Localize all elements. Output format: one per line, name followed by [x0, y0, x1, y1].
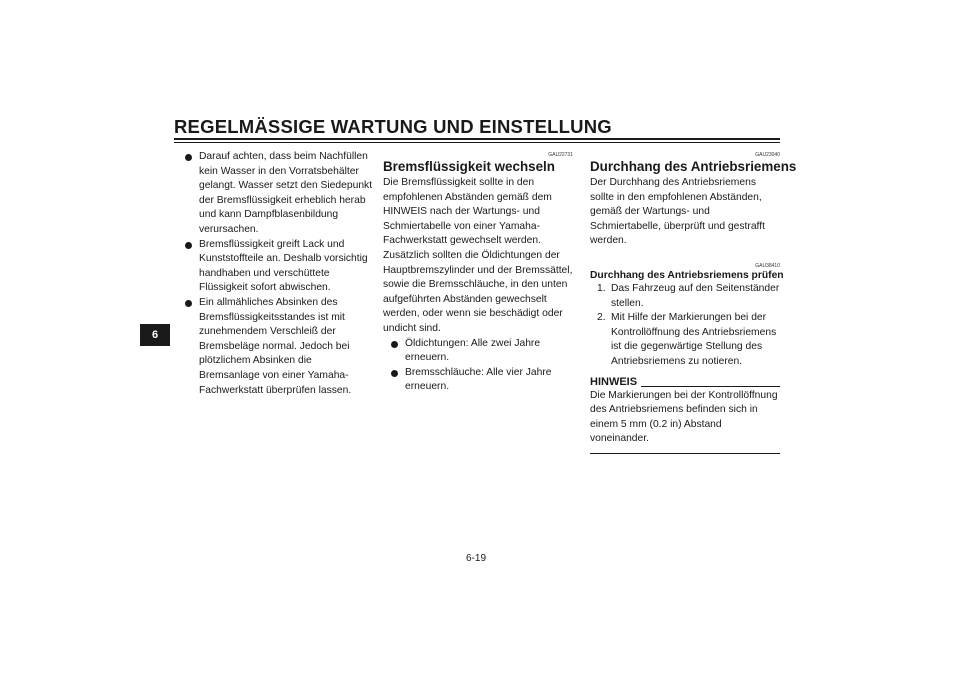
list-item	[185, 296, 375, 398]
step-list	[590, 282, 780, 370]
note-rule	[641, 386, 780, 387]
bullet-icon	[185, 300, 192, 307]
bullet-icon	[391, 341, 398, 348]
bullet-text: Bremsschläuche: Alle vier Jahre erneuern.	[405, 366, 552, 393]
chapter-tab	[140, 324, 170, 346]
list-item	[185, 238, 375, 296]
chapter-number: 6	[151, 329, 159, 341]
step-number: 2.	[597, 312, 606, 324]
bullet-text: Öldichtungen: Alle zwei Jahre erneuern.	[405, 337, 541, 364]
column-1	[185, 150, 375, 398]
bullet-text: Bremsflüssigkeit greift Lack und Kunststoffteile an. Deshalb vorsichtig handhaben und verschüttete Flüssigkeit sofort abwischen.	[199, 238, 368, 294]
page-number: 6-19	[466, 553, 487, 564]
section-body: Der Durchhang des Antriebsriemens sollte in den empfohlenen Abständen, gemäß der Wartungs- und Schmiertabelle, überprüft und gestrafft werden.	[590, 177, 765, 247]
spacer	[590, 249, 780, 263]
bullet-text: Darauf achten, dass beim Nachfüllen kein Wasser in den Vorratsbehälter gelangt. Wasser setzt den Siedepunkt der Bremsflüssigkeit erheblich herab und kann Dampfblasenbildung verursachen.	[199, 151, 373, 235]
title-rule-thin	[174, 142, 780, 143]
note-header	[590, 376, 780, 389]
step-text: Mit Hilfe der Markierungen bei der Kontrollöffnung des Antriebsriemens ist die gegenwärtige Stellung des Antriebsriemens zu notieren.	[611, 312, 777, 367]
bullet-icon	[185, 154, 192, 161]
note-end-rule	[590, 453, 780, 454]
warning-bullet-list	[185, 150, 375, 398]
step-text: Das Fahrzeug auf den Seitenständer stellen.	[611, 282, 780, 309]
column-2	[383, 152, 573, 395]
step-number: 1.	[597, 282, 606, 294]
column-3	[590, 152, 797, 454]
section-code: GAU22731	[548, 152, 573, 158]
section-code: GAU23040	[755, 152, 780, 158]
page-title: REGELMÄSSIGE WARTUNG UND EINSTELLUNG	[174, 116, 612, 137]
list-item	[590, 282, 780, 311]
section-heading: Durchhang des Antriebsriemens	[590, 159, 797, 174]
bullet-icon	[391, 370, 398, 377]
list-item	[391, 366, 573, 395]
list-item	[391, 337, 573, 366]
bullet-icon	[185, 242, 192, 249]
subsection-heading: Durchhang des Antriebsriemens prüfen	[590, 269, 784, 281]
bullet-text: Ein allmähliches Absinken des Bremsflüssigkeitsstandes ist mit zunehmendem Verschleiß der Bremsbeläge normal. Jedoch bei plötzlichem Absinken die Bremsanlage von einer Yamaha-Fachwerkstatt überprüfen lassen.	[199, 296, 352, 396]
interval-bullet-list	[391, 337, 573, 395]
subsection-code: GAU38410	[755, 262, 780, 269]
note-text: Die Markierungen bei der Kontrollöffnung des Antriebsriemens befinden sich in einem 5 mm (0.2 in) Abstand voneinander.	[590, 389, 778, 445]
note-label: HINWEIS	[590, 375, 638, 388]
list-item	[590, 311, 780, 369]
section-body: Die Bremsflüssigkeit sollte in den empfohlenen Abständen gemäß dem HINWEIS nach der Wartungs- und Schmiertabelle von einer Yamaha-Fachwerkstatt gewechselt werden. Zusätzlich sollten die Öldichtungen der Hauptbremszylinder und der Bremssättel, sowie die Bremsschläuche, in den unten aufgeführten Abständen gewechselt werden, oder wenn sie beschädigt oder undicht sind.	[383, 177, 573, 334]
list-item	[185, 150, 375, 238]
title-rule-thick	[174, 138, 780, 140]
section-heading: Bremsflüssigkeit wechseln	[383, 159, 555, 174]
